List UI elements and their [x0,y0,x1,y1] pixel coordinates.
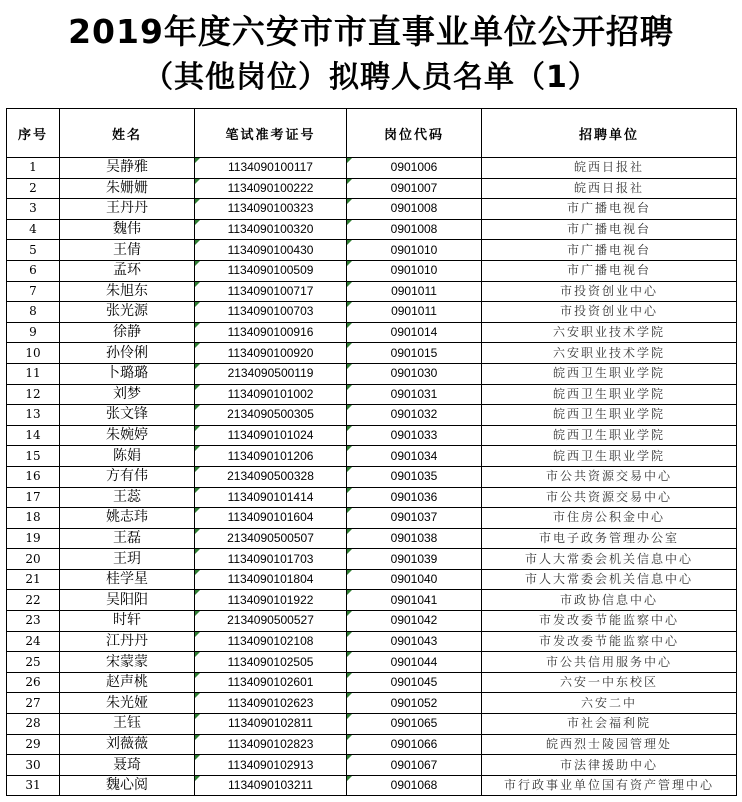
cell-seq: 22 [7,590,60,611]
cell-post-code: 0901010 [347,240,482,261]
table-row [7,775,737,796]
header-name: 姓名 [60,109,195,158]
cell-name: 刘薇薇 [60,734,195,755]
table-row [7,425,737,446]
table-row [7,714,737,735]
cell-exam-no: 1134090100323 [195,199,347,220]
cell-name: 王蕊 [60,487,195,508]
cell-post-code: 0901014 [347,322,482,343]
cell-name: 方有伟 [60,466,195,487]
cell-exam-no: 1134090100320 [195,219,347,240]
cell-post-code: 0901031 [347,384,482,405]
cell-unit: 市电子政务管理办公室 [482,528,737,549]
table-row [7,302,737,323]
header-post-code: 岗位代码 [347,109,482,158]
cell-unit: 皖西卫生职业学院 [482,425,737,446]
table-row [7,734,737,755]
table-row [7,405,737,426]
header-unit: 招聘单位 [482,109,737,158]
cell-name: 王磊 [60,528,195,549]
cell-seq: 10 [7,343,60,364]
cell-post-code: 0901015 [347,343,482,364]
cell-seq: 4 [7,219,60,240]
cell-name: 卜璐璐 [60,363,195,384]
cell-name: 吴阳阳 [60,590,195,611]
cell-exam-no: 1134090100430 [195,240,347,261]
cell-seq: 16 [7,466,60,487]
cell-post-code: 0901068 [347,775,482,796]
cell-unit: 皖西卫生职业学院 [482,405,737,426]
cell-post-code: 0901037 [347,508,482,529]
cell-seq: 12 [7,384,60,405]
cell-seq: 28 [7,714,60,735]
table-row [7,672,737,693]
cell-name: 桂学星 [60,569,195,590]
cell-seq: 31 [7,775,60,796]
cell-unit: 市公共资源交易中心 [482,487,737,508]
cell-unit: 市公共信用服务中心 [482,652,737,673]
cell-exam-no: 1134090102811 [195,714,347,735]
cell-name: 宋蒙蒙 [60,652,195,673]
cell-seq: 7 [7,281,60,302]
cell-unit: 市广播电视台 [482,199,737,220]
cell-post-code: 0901041 [347,590,482,611]
cell-seq: 21 [7,569,60,590]
cell-unit: 市投资创业中心 [482,281,737,302]
table-row [7,281,737,302]
cell-name: 时轩 [60,611,195,632]
cell-exam-no: 1134090101024 [195,425,347,446]
cell-seq: 24 [7,631,60,652]
cell-name: 江丹丹 [60,631,195,652]
cell-exam-no: 1134090100717 [195,281,347,302]
cell-name: 王倩 [60,240,195,261]
cell-exam-no: 1134090102601 [195,672,347,693]
cell-exam-no: 1134090101206 [195,446,347,467]
cell-post-code: 0901030 [347,363,482,384]
cell-post-code: 0901034 [347,446,482,467]
cell-exam-no: 1134090101604 [195,508,347,529]
cell-seq: 19 [7,528,60,549]
cell-seq: 3 [7,199,60,220]
cell-unit: 市广播电视台 [482,240,737,261]
cell-post-code: 0901033 [347,425,482,446]
cell-post-code: 0901008 [347,219,482,240]
cell-exam-no: 1134090103211 [195,775,347,796]
cell-name: 吴静雅 [60,158,195,179]
cell-exam-no: 1134090100222 [195,178,347,199]
table-row [7,590,737,611]
cell-exam-no: 2134090500119 [195,363,347,384]
cell-post-code: 0901006 [347,158,482,179]
table-row [7,549,737,570]
table-row [7,528,737,549]
cell-unit: 市投资创业中心 [482,302,737,323]
cell-seq: 11 [7,363,60,384]
cell-post-code: 0901007 [347,178,482,199]
cell-post-code: 0901042 [347,611,482,632]
cell-name: 魏伟 [60,219,195,240]
cell-exam-no: 1134090100920 [195,343,347,364]
cell-unit: 六安职业技术学院 [482,322,737,343]
cell-name: 姚志玮 [60,508,195,529]
cell-post-code: 0901040 [347,569,482,590]
cell-name: 孟环 [60,260,195,281]
cell-name: 王钰 [60,714,195,735]
cell-exam-no: 1134090100916 [195,322,347,343]
cell-unit: 六安二中 [482,693,737,714]
table-row [7,508,737,529]
cell-exam-no: 1134090100117 [195,158,347,179]
cell-name: 朱婉婷 [60,425,195,446]
cell-seq: 20 [7,549,60,570]
cell-seq: 18 [7,508,60,529]
cell-post-code: 0901052 [347,693,482,714]
table-header-row [7,109,737,158]
table-row [7,446,737,467]
cell-name: 王丹丹 [60,199,195,220]
cell-seq: 26 [7,672,60,693]
table-row [7,569,737,590]
cell-name: 陈娟 [60,446,195,467]
cell-seq: 8 [7,302,60,323]
cell-unit: 皖西卫生职业学院 [482,384,737,405]
cell-post-code: 0901044 [347,652,482,673]
cell-post-code: 0901067 [347,755,482,776]
cell-post-code: 0901010 [347,260,482,281]
cell-exam-no: 1134090101804 [195,569,347,590]
cell-seq: 23 [7,611,60,632]
cell-unit: 皖西日报社 [482,178,737,199]
table-row [7,363,737,384]
cell-exam-no: 1134090101922 [195,590,347,611]
candidate-table [6,108,737,796]
cell-unit: 六安职业技术学院 [482,343,737,364]
cell-post-code: 0901039 [347,549,482,570]
cell-unit: 市发改委节能监察中心 [482,611,737,632]
cell-post-code: 0901036 [347,487,482,508]
cell-seq: 13 [7,405,60,426]
cell-name: 赵声桃 [60,672,195,693]
cell-unit: 皖西卫生职业学院 [482,446,737,467]
table-row [7,260,737,281]
table-row [7,487,737,508]
cell-unit: 市公共资源交易中心 [482,466,737,487]
table-row [7,158,737,179]
cell-unit: 市广播电视台 [482,219,737,240]
cell-post-code: 0901045 [347,672,482,693]
cell-exam-no: 1134090101002 [195,384,347,405]
document-title-line-1: 2019年度六安市市直事业单位公开招聘 [68,12,674,51]
cell-exam-no: 1134090102108 [195,631,347,652]
cell-unit: 市住房公积金中心 [482,508,737,529]
cell-name: 朱旭东 [60,281,195,302]
cell-post-code: 0901011 [347,302,482,323]
table-row [7,219,737,240]
cell-name: 魏心阅 [60,775,195,796]
cell-unit: 市广播电视台 [482,260,737,281]
cell-exam-no: 1134090101703 [195,549,347,570]
table-row [7,466,737,487]
header-exam-no: 笔试准考证号 [195,109,347,158]
cell-unit: 皖西卫生职业学院 [482,363,737,384]
cell-name: 王玥 [60,549,195,570]
cell-unit: 六安一中东校区 [482,672,737,693]
table-row [7,240,737,261]
cell-seq: 15 [7,446,60,467]
cell-seq: 6 [7,260,60,281]
cell-name: 张文锋 [60,405,195,426]
cell-name: 朱光娅 [60,693,195,714]
cell-seq: 9 [7,322,60,343]
cell-name: 张光源 [60,302,195,323]
cell-exam-no: 1134090100703 [195,302,347,323]
table-row [7,611,737,632]
cell-exam-no: 1134090102505 [195,652,347,673]
cell-seq: 5 [7,240,60,261]
cell-seq: 14 [7,425,60,446]
cell-exam-no: 1134090102913 [195,755,347,776]
cell-unit: 市政协信息中心 [482,590,737,611]
table-row [7,631,737,652]
cell-exam-no: 1134090101414 [195,487,347,508]
table-row [7,178,737,199]
cell-seq: 29 [7,734,60,755]
cell-name: 朱姗姗 [60,178,195,199]
cell-seq: 17 [7,487,60,508]
cell-exam-no: 2134090500527 [195,611,347,632]
table-row [7,693,737,714]
cell-seq: 27 [7,693,60,714]
cell-exam-no: 1134090102823 [195,734,347,755]
table-row [7,384,737,405]
cell-exam-no: 2134090500507 [195,528,347,549]
cell-name: 徐静 [60,322,195,343]
cell-post-code: 0901011 [347,281,482,302]
table-row [7,199,737,220]
cell-unit: 市发改委节能监察中心 [482,631,737,652]
cell-name: 刘梦 [60,384,195,405]
cell-post-code: 0901038 [347,528,482,549]
table-row [7,755,737,776]
cell-unit: 皖西日报社 [482,158,737,179]
cell-unit: 市行政事业单位国有资产管理中心 [482,775,737,796]
cell-seq: 1 [7,158,60,179]
cell-unit: 市人大常委会机关信息中心 [482,549,737,570]
cell-name: 聂琦 [60,755,195,776]
table-row [7,343,737,364]
cell-exam-no: 1134090102623 [195,693,347,714]
cell-post-code: 0901008 [347,199,482,220]
cell-post-code: 0901065 [347,714,482,735]
cell-unit: 皖西烈士陵园管理处 [482,734,737,755]
cell-seq: 30 [7,755,60,776]
cell-seq: 25 [7,652,60,673]
table-row [7,322,737,343]
cell-unit: 市人大常委会机关信息中心 [482,569,737,590]
cell-unit: 市法律援助中心 [482,755,737,776]
cell-post-code: 0901066 [347,734,482,755]
cell-post-code: 0901043 [347,631,482,652]
document-title-line-2: （其他岗位）拟聘人员名单（1） [143,60,599,95]
cell-exam-no: 2134090500305 [195,405,347,426]
header-seq: 序号 [7,109,60,158]
table-row [7,652,737,673]
cell-exam-no: 2134090500328 [195,466,347,487]
cell-name: 孙伶俐 [60,343,195,364]
cell-post-code: 0901035 [347,466,482,487]
cell-post-code: 0901032 [347,405,482,426]
cell-unit: 市社会福利院 [482,714,737,735]
cell-exam-no: 1134090100509 [195,260,347,281]
cell-seq: 2 [7,178,60,199]
